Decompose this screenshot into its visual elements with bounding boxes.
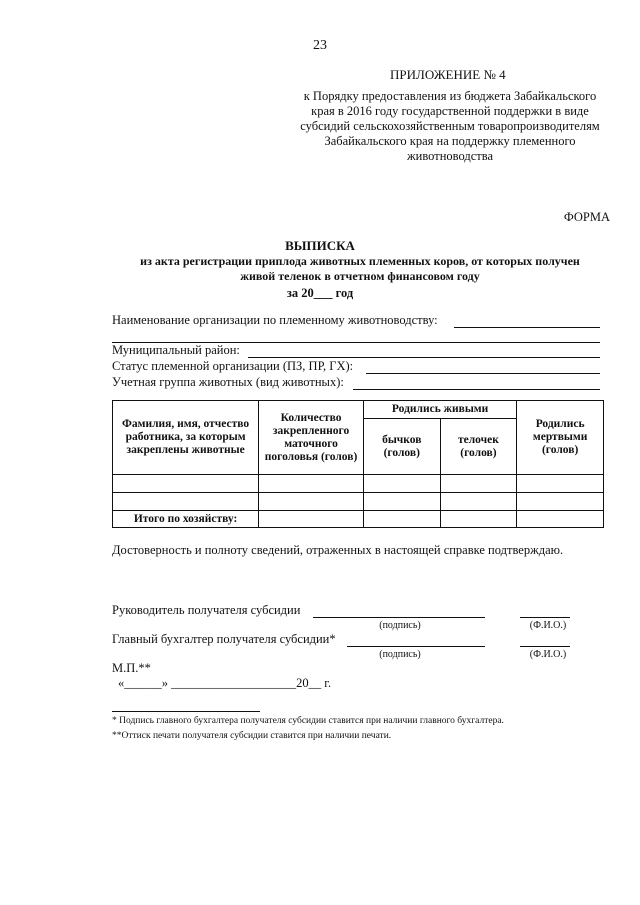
- head-name-field[interactable]: [520, 617, 570, 618]
- table-cell[interactable]: [440, 511, 517, 528]
- table-cell[interactable]: [113, 493, 259, 511]
- group-field[interactable]: [353, 389, 600, 390]
- col-header-born-alive: Родились живыми: [363, 401, 516, 419]
- col-header-count: Количество закрепленного маточного поголовья (голов): [259, 401, 364, 475]
- col-header-stillborn: Родились мертвыми (голов): [517, 401, 604, 475]
- document-period: за 20___ год: [286, 286, 354, 300]
- name-caption: (Ф.И.О.): [529, 620, 567, 631]
- page-number: 23: [313, 38, 327, 53]
- table-cell[interactable]: [259, 475, 364, 493]
- footnote-accountant: * Подпись главного бухгалтера получателя субсидии ставится при наличии главного бухгалтера.: [112, 716, 504, 726]
- accountant-name-field[interactable]: [520, 646, 570, 647]
- total-label: Итого по хозяйству:: [113, 511, 259, 528]
- table-cell[interactable]: [440, 475, 517, 493]
- subtitle-line: живой теленок в отчетном финансовом году: [240, 269, 480, 283]
- status-field[interactable]: [366, 373, 600, 374]
- table-cell[interactable]: [363, 493, 440, 511]
- table-cell[interactable]: [440, 493, 517, 511]
- accountant-signature-label: Главный бухгалтер получателя субсидии*: [112, 632, 336, 646]
- table-cell[interactable]: [259, 493, 364, 511]
- table-cell[interactable]: [363, 511, 440, 528]
- date-line[interactable]: «______» ____________________20__ г.: [118, 676, 332, 690]
- col-header-name: Фамилия, имя, отчество работника, за которым закреплены животные: [113, 401, 259, 475]
- name-caption: (Ф.И.О.): [529, 649, 567, 660]
- accountant-signature-field[interactable]: [347, 646, 485, 647]
- group-label: Учетная группа животных (вид животных):: [112, 375, 344, 389]
- registration-table: [112, 400, 604, 528]
- table-row: [113, 493, 604, 511]
- appendix-line: субсидий сельскохозяйственным товаропроизводителям: [300, 119, 600, 133]
- subtitle-line: из акта регистрации приплода животных племенных коров, от которых получен: [140, 254, 580, 268]
- head-signature-label: Руководитель получателя субсидии: [112, 603, 301, 617]
- stamp-label: М.П.**: [112, 661, 151, 675]
- district-field[interactable]: [248, 357, 600, 358]
- total-row: [113, 511, 604, 528]
- table-cell[interactable]: [259, 511, 364, 528]
- table-cell[interactable]: [363, 475, 440, 493]
- signature-caption: (подпись): [379, 620, 421, 631]
- appendix-reference: [280, 89, 620, 164]
- table-cell[interactable]: [517, 511, 604, 528]
- appendix-line: Забайкальского края на поддержку племенного: [324, 134, 576, 148]
- footnote-stamp: **Оттиск печати получателя субсидии ставится при наличии печати.: [112, 731, 392, 741]
- table-row: [113, 475, 604, 493]
- table-cell[interactable]: [517, 475, 604, 493]
- appendix-title: ПРИЛОЖЕНИЕ № 4: [390, 67, 506, 82]
- table-cell[interactable]: [113, 475, 259, 493]
- table-cell[interactable]: [517, 493, 604, 511]
- org-name-field[interactable]: [454, 327, 600, 328]
- district-label: Муниципальный район:: [112, 343, 240, 357]
- status-label: Статус племенной организации (ПЗ, ПР, ГХ):: [112, 359, 354, 373]
- document-subtitle: [100, 254, 620, 284]
- form-label: ФОРМА: [563, 210, 610, 224]
- col-header-heifers: телочек (голов): [440, 419, 517, 475]
- col-header-bulls: бычков (голов): [363, 419, 440, 475]
- confirmation-statement: Достоверность и полноту сведений, отраженных в настоящей справке подтверждаю.: [112, 543, 564, 557]
- appendix-line: животноводства: [407, 149, 493, 163]
- signature-caption: (подпись): [379, 649, 421, 660]
- org-name-label: Наименование организации по племенному животноводству:: [112, 313, 438, 327]
- appendix-line: края в 2016 году государственной поддержки в виде: [311, 104, 589, 118]
- appendix-line: к Порядку предоставления из бюджета Забайкальского: [303, 89, 597, 103]
- footnote-divider: [112, 711, 260, 712]
- head-signature-field[interactable]: [313, 617, 485, 618]
- document-title: ВЫПИСКА: [285, 238, 355, 253]
